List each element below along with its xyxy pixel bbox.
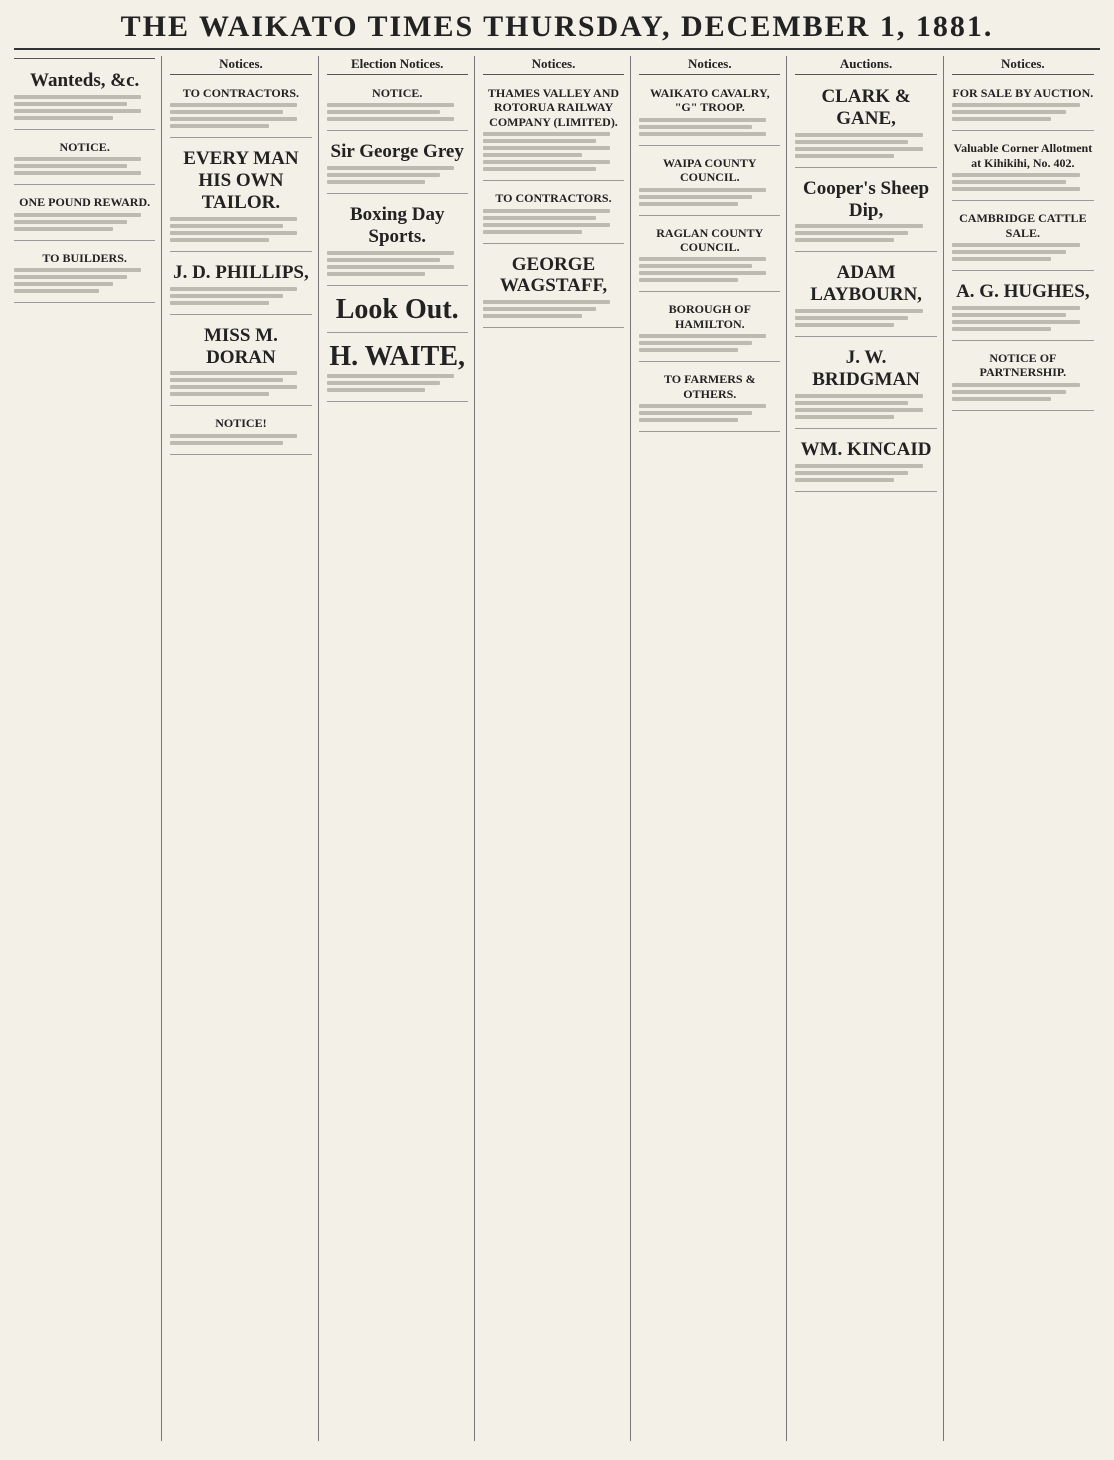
masthead-title: THE WAIKATO TIMES THURSDAY, DECEMBER 1, 1881. [120, 10, 994, 43]
column-3 [327, 56, 475, 1441]
notice [327, 337, 468, 402]
notice [952, 80, 1094, 131]
notice-title: Sir George Grey [330, 141, 464, 163]
notice-title: ONE POUND REWARD. [19, 195, 151, 210]
notice-title: NOTICE. [372, 86, 423, 100]
notice-title: CAMBRIDGE CATTLE SALE. [959, 211, 1087, 240]
notice-title: NOTICE. [59, 139, 110, 154]
notice-title: FOR SALE BY AUCTION. [952, 86, 1094, 100]
notice-title: WAIPA COUNTY COUNCIL. [663, 155, 757, 185]
notice [639, 150, 780, 216]
notice [795, 433, 936, 492]
notice-title: TO FARMERS & OTHERS. [664, 372, 756, 401]
notice-title: Boxing Day Sports. [349, 204, 445, 248]
column-7 [952, 56, 1100, 1441]
notice [327, 80, 468, 131]
notice [639, 366, 780, 432]
notice-title: WAIKATO CAVALRY, "G" TROOP. [649, 86, 770, 115]
notice-title: Valuable Corner Allotment at Kihikihi, No. 402. [953, 141, 1093, 170]
notice-title: J. W. BRIDGMAN [812, 347, 920, 390]
notice-title: WM. KINCAID [800, 438, 932, 460]
notice-title: TO CONTRACTORS. [495, 191, 612, 206]
notice [952, 275, 1094, 341]
notice [952, 205, 1094, 271]
notice [327, 198, 468, 286]
notice [14, 189, 155, 240]
notice [170, 256, 311, 315]
notice-title: NOTICE! [215, 416, 267, 431]
notice [639, 80, 780, 146]
column-5 [639, 56, 787, 1441]
notice [483, 248, 624, 329]
notice [795, 341, 936, 429]
column-4 [483, 56, 631, 1441]
notice-title: TO BUILDERS. [42, 250, 127, 265]
masthead [14, 10, 1100, 50]
notice-title: Wanteds, &c. [30, 70, 140, 91]
notice-title: THAMES VALLEY AND ROTORUA RAILWAY COMPANY (LIMITED). [487, 86, 620, 129]
notice [795, 172, 936, 253]
column-header: Notices. [639, 56, 780, 75]
column-header: Notices. [170, 56, 311, 75]
notice [639, 296, 780, 362]
column-header [14, 56, 155, 59]
notice [483, 185, 624, 243]
notice [14, 134, 155, 185]
notice [170, 410, 311, 454]
notice-title: H. WAITE, [329, 340, 466, 372]
notice [952, 135, 1094, 201]
notice-title: CLARK & GANE, [821, 86, 911, 129]
column-header: Notices. [952, 56, 1094, 75]
notice-title: GEORGE WAGSTAFF, [499, 253, 608, 297]
notice-title: NOTICE OF PARTNERSHIP. [979, 350, 1067, 380]
notice [327, 135, 468, 194]
column-6 [795, 56, 943, 1441]
notice-title: Cooper's Sheep Dip, [802, 177, 930, 221]
notice-title: A. G. HUGHES, [956, 280, 1090, 302]
notice [14, 64, 155, 130]
notice [14, 245, 155, 303]
notice-title: BOROUGH OF HAMILTON. [668, 302, 751, 331]
notice [483, 80, 624, 181]
notice-title: TO CONTRACTORS. [182, 86, 300, 100]
column-header: Notices. [483, 56, 624, 75]
notice-title: MISS M. DORAN [203, 324, 278, 368]
notice-title: J. D. PHILLIPS, [173, 261, 309, 283]
column-header: Auctions. [795, 56, 936, 75]
notice [170, 80, 311, 138]
notice [795, 256, 936, 337]
column-2 [170, 56, 318, 1441]
column-1 [14, 56, 162, 1441]
notice [327, 290, 468, 333]
notice-title: ADAM LAYBOURN, [810, 262, 922, 306]
column-header: Election Notices. [327, 56, 468, 75]
notice [952, 345, 1094, 411]
columns [14, 56, 1100, 1441]
notice [170, 142, 311, 252]
notice-title: RAGLAN COUNTY COUNCIL. [656, 225, 764, 254]
notice [795, 80, 936, 168]
notice-title: Look Out. [335, 293, 459, 325]
notice [639, 220, 780, 293]
notice [170, 319, 311, 407]
notice-title: EVERY MAN HIS OWN TAILOR. [183, 148, 299, 214]
